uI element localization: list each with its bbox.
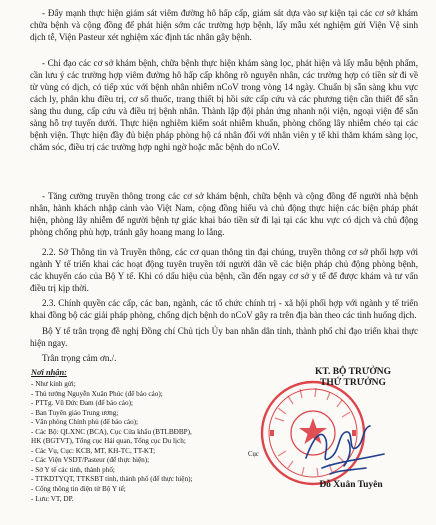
- recipient-item: - Văn phòng Chính phủ (để báo cáo);: [31, 418, 139, 427]
- signature-subtitle: THỨ TRƯỞNG: [320, 378, 386, 388]
- cuc-label: Cục: [248, 451, 259, 458]
- paragraph-communication-health: - Tăng cường truyền thông trong các cơ sở khám bệnh, chữa bệnh và cộng đồng để người nhà bệnh nhân, hành khách nhập cảnh vào Việt Nam, cộng đồng hiểu và chủ động thực hiện các biện pháp phát hiện, phòng lây nhiễm để người bệnh tự giác khai báo tiền sử đi lại tại các khu vực có dịch và chủ động phòng chống phù hợp, tránh gây hoang mang lo lắng.: [30, 191, 418, 238]
- recipient-item: - Sở Y tế các tỉnh, thành phố;: [31, 465, 115, 474]
- recipients-list: [31, 380, 271, 504]
- recipients-title: Nơi nhận:: [31, 368, 67, 377]
- recipient-item: HK (BGTVT), Tổng cục Hải quan, Tổng cục Du lịch;: [31, 437, 186, 446]
- recipient-item: - TTKDTYQT, TTKSBT tỉnh, thành phố (để thực hiện);: [31, 475, 193, 484]
- recipient-item: - PTTg. Vũ Đức Đam (để báo cáo);: [31, 399, 133, 408]
- recipient-item: - Các Bộ: QLXNC (BCA), Cục Cửa khẩu (BTLBĐBP),: [31, 427, 192, 436]
- signature-block: [268, 367, 436, 389]
- paragraph-section-2-3: 2.3. Chính quyền các cấp, các ban, ngành, các tổ chức chính trị - xã hội phối hợp với ngành y tế triển khai đồng bộ các giải pháp phòng, chống dịch bệnh do nCoV gây ra trên địa bàn theo các tình huống dịch.: [30, 298, 418, 321]
- recipient-item: - Các Vụ, Cục: KCB, MT, KH-TC, TT-KT;: [31, 446, 156, 455]
- paragraph-screening: - Chỉ đạo các cơ sở khám bệnh, chữa bệnh thực hiện khám sàng lọc, phát hiện và lấy mẫu bệnh phẩm, cần lưu ý các trường hợp viêm đường hô hấp cấp không rõ nguyên nhân, các trường hợp có tiền sử đi về từ vùng có dịch, có tiếp xúc với bệnh nhân nhiễm nCoV trong vòng 14 ngày. Chuẩn bị sẵn sàng khu vực cách ly, phân khu điều trị, cơ số thuốc, trang thiết bị hồi sức cấp cứu và các phương tiện cần thiết để sẵn sàng thu dung, cấp cứu và điều trị bệnh nhân. Thành lập đội phản ứng nhanh nội viện, ngoại viện để sẵn sàng hỗ trợ tuyến dưới. Thực hiện nghiêm kiểm soát nhiễm khuẩn, phòng chống lây nhiễm chéo tại các bệnh viện. Thực hiện đầy đủ biện pháp phòng hộ cá nhân đối với nhân viên y tế khi thăm khám sàng lọc, chăm sóc, điều trị các trường hợp nghi ngờ hoặc mắc bệnh do nCoV.: [30, 58, 418, 153]
- recipient-item: - Các Viện VSDT/Pasteur (để thực hiện);: [31, 456, 150, 465]
- signature-title: KT. BỘ TRƯỞNG: [314, 367, 392, 377]
- paragraph-surveillance: - Đẩy mạnh thực hiện giám sát viêm đường hô hấp cấp, giám sát dựa vào sự kiện tại các cơ sở khám chữa bệnh và cộng đồng để phát hiện sớm các trường hợp bệnh, lấy mẫu xét nghiệm gửi Viện Vệ sinh dịch tễ, Viện Pasteur xét nghiệm xác định tác nhân gây bệnh.: [30, 8, 418, 43]
- signer-name: Đỗ Xuân Tuyên: [319, 480, 383, 490]
- recipient-item: - Thủ tướng Nguyễn Xuân Phúc (để báo cáo);: [31, 389, 163, 398]
- recipient-item: - Ban Tuyên giáo Trung ương;: [31, 408, 119, 417]
- handwritten-signature-icon: [300, 418, 388, 480]
- paragraph-request: Bộ Y tế trân trọng đề nghị Đồng chí Chủ tịch Ủy ban nhân dân tỉnh, thành phố chỉ đạo triển khai thực hiện ngay.: [30, 326, 418, 349]
- recipient-item: - Như kính gửi;: [31, 380, 76, 388]
- recipient-item: - Cổng thông tin điện tử Bộ Y tế;: [31, 485, 126, 494]
- paragraph-section-2-2: 2.2. Sở Thông tin và Truyền thông, các cơ quan thông tin đại chúng, truyền thông cơ sở phối hợp với ngành Y tế triển khai các hoạt động tuyên truyền tới người dân về các biện pháp chủ động phòng bệnh, các khuyến cáo của Bộ Y tế. Khi có dấu hiệu của bệnh, cần đến ngay cơ sở y tế để được khám và tư vấn điều trị kịp thời.: [30, 247, 418, 294]
- paragraph-thanks: Trân trọng cảm ơn./.: [42, 353, 117, 363]
- recipient-item: - Lưu: VT, DP.: [31, 494, 74, 503]
